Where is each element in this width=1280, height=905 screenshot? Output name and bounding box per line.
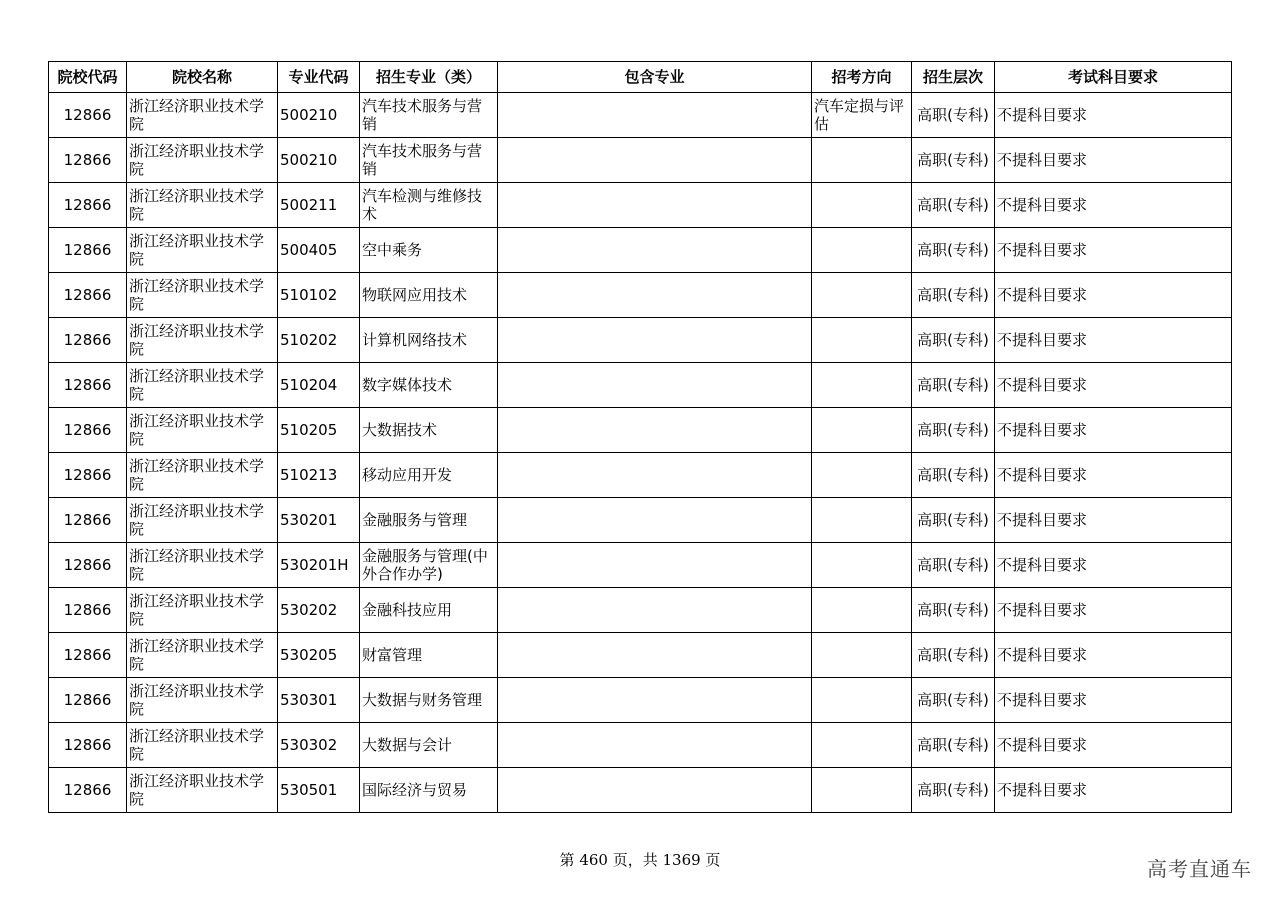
cell-direction [812,768,912,813]
cell-school-name: 浙江经济职业技术学院 [127,588,278,633]
page-number: 第 460 页，共 1369 页 [559,851,721,869]
cell-requirement: 不提科目要求 [995,363,1232,408]
table-row [49,363,1232,408]
table-row [49,543,1232,588]
table-row [49,678,1232,723]
cell-included-majors [498,453,812,498]
cell-level: 高职(专科) [912,228,995,273]
cell-school-name: 浙江经济职业技术学院 [127,453,278,498]
table-row [49,273,1232,318]
table-row [49,453,1232,498]
cell-direction [812,588,912,633]
cell-school-code: 12866 [49,183,127,228]
cell-direction [812,633,912,678]
cell-major: 金融服务与管理(中外合作办学) [360,543,498,588]
cell-requirement: 不提科目要求 [995,228,1232,273]
cell-major-code: 500405 [278,228,360,273]
cell-requirement: 不提科目要求 [995,633,1232,678]
table-row [49,138,1232,183]
table-row [49,768,1232,813]
cell-major-code: 510213 [278,453,360,498]
cell-level: 高职(专科) [912,408,995,453]
cell-major: 大数据与财务管理 [360,678,498,723]
admissions-table [48,61,1232,813]
cell-school-code: 12866 [49,138,127,183]
cell-direction [812,453,912,498]
cell-school-code: 12866 [49,498,127,543]
cell-school-code: 12866 [49,453,127,498]
cell-school-code: 12866 [49,408,127,453]
cell-level: 高职(专科) [912,273,995,318]
cell-requirement: 不提科目要求 [995,768,1232,813]
cell-school-name: 浙江经济职业技术学院 [127,723,278,768]
cell-level: 高职(专科) [912,768,995,813]
cell-included-majors [498,93,812,138]
table-row [49,183,1232,228]
cell-major-code: 530302 [278,723,360,768]
cell-included-majors [498,768,812,813]
cell-direction [812,543,912,588]
cell-level: 高职(专科) [912,183,995,228]
cell-school-name: 浙江经济职业技术学院 [127,768,278,813]
cell-level: 高职(专科) [912,93,995,138]
cell-major-code: 510102 [278,273,360,318]
cell-level: 高职(专科) [912,723,995,768]
cell-direction [812,408,912,453]
cell-major: 汽车技术服务与营销 [360,93,498,138]
cell-direction [812,498,912,543]
cell-included-majors [498,543,812,588]
cell-level: 高职(专科) [912,588,995,633]
header-level: 招生层次 [912,62,995,93]
cell-school-name: 浙江经济职业技术学院 [127,678,278,723]
cell-major-code: 500210 [278,93,360,138]
cell-school-name: 浙江经济职业技术学院 [127,93,278,138]
table-row [49,633,1232,678]
cell-requirement: 不提科目要求 [995,138,1232,183]
cell-requirement: 不提科目要求 [995,453,1232,498]
cell-school-code: 12866 [49,363,127,408]
cell-level: 高职(专科) [912,498,995,543]
table-row [49,228,1232,273]
cell-major: 大数据与会计 [360,723,498,768]
cell-requirement: 不提科目要求 [995,408,1232,453]
cell-major: 国际经济与贸易 [360,768,498,813]
cell-included-majors [498,588,812,633]
cell-major-code: 530201 [278,498,360,543]
cell-school-name: 浙江经济职业技术学院 [127,633,278,678]
header-requirement: 考试科目要求 [995,62,1232,93]
cell-major: 数字媒体技术 [360,363,498,408]
cell-school-code: 12866 [49,318,127,363]
cell-requirement: 不提科目要求 [995,183,1232,228]
table-row [49,408,1232,453]
cell-major-code: 510202 [278,318,360,363]
watermark-text: 高考直通车 [1147,857,1252,881]
cell-level: 高职(专科) [912,678,995,723]
cell-school-name: 浙江经济职业技术学院 [127,408,278,453]
header-school-name: 院校名称 [127,62,278,93]
cell-direction [812,723,912,768]
cell-requirement: 不提科目要求 [995,588,1232,633]
table-header-row [49,62,1232,93]
cell-school-name: 浙江经济职业技术学院 [127,138,278,183]
header-included-majors: 包含专业 [498,62,812,93]
cell-direction [812,363,912,408]
cell-major: 汽车技术服务与营销 [360,138,498,183]
cell-direction [812,183,912,228]
cell-included-majors [498,138,812,183]
cell-requirement: 不提科目要求 [995,678,1232,723]
cell-included-majors [498,183,812,228]
cell-requirement: 不提科目要求 [995,273,1232,318]
cell-requirement: 不提科目要求 [995,543,1232,588]
cell-major-code: 530201H [278,543,360,588]
cell-included-majors [498,678,812,723]
cell-major: 物联网应用技术 [360,273,498,318]
table-row [49,318,1232,363]
cell-major-code: 530501 [278,768,360,813]
cell-major: 空中乘务 [360,228,498,273]
cell-school-code: 12866 [49,93,127,138]
cell-included-majors [498,363,812,408]
table-row [49,723,1232,768]
cell-school-code: 12866 [49,768,127,813]
cell-included-majors [498,723,812,768]
cell-major: 计算机网络技术 [360,318,498,363]
cell-school-name: 浙江经济职业技术学院 [127,363,278,408]
cell-major-code: 510204 [278,363,360,408]
cell-school-name: 浙江经济职业技术学院 [127,183,278,228]
cell-included-majors [498,273,812,318]
cell-level: 高职(专科) [912,543,995,588]
table-row [49,93,1232,138]
cell-school-code: 12866 [49,228,127,273]
cell-major: 金融科技应用 [360,588,498,633]
cell-major-code: 510205 [278,408,360,453]
cell-direction [812,138,912,183]
cell-level: 高职(专科) [912,138,995,183]
cell-school-code: 12866 [49,678,127,723]
table-row [49,588,1232,633]
cell-school-code: 12866 [49,273,127,318]
cell-direction [812,318,912,363]
cell-school-name: 浙江经济职业技术学院 [127,543,278,588]
cell-school-name: 浙江经济职业技术学院 [127,228,278,273]
cell-requirement: 不提科目要求 [995,498,1232,543]
cell-requirement: 不提科目要求 [995,318,1232,363]
cell-major: 财富管理 [360,633,498,678]
cell-direction: 汽车定损与评估 [812,93,912,138]
cell-direction [812,273,912,318]
cell-major-code: 500210 [278,138,360,183]
cell-included-majors [498,633,812,678]
cell-major: 移动应用开发 [360,453,498,498]
cell-level: 高职(专科) [912,363,995,408]
cell-included-majors [498,408,812,453]
cell-school-code: 12866 [49,543,127,588]
cell-major: 大数据技术 [360,408,498,453]
cell-school-name: 浙江经济职业技术学院 [127,498,278,543]
cell-school-name: 浙江经济职业技术学院 [127,318,278,363]
cell-requirement: 不提科目要求 [995,723,1232,768]
cell-direction [812,678,912,723]
cell-level: 高职(专科) [912,318,995,363]
cell-school-code: 12866 [49,588,127,633]
cell-major: 金融服务与管理 [360,498,498,543]
cell-major-code: 530205 [278,633,360,678]
header-school-code: 院校代码 [49,62,127,93]
header-direction: 招考方向 [812,62,912,93]
cell-requirement: 不提科目要求 [995,93,1232,138]
cell-school-name: 浙江经济职业技术学院 [127,273,278,318]
header-major-code: 专业代码 [278,62,360,93]
cell-level: 高职(专科) [912,633,995,678]
cell-included-majors [498,228,812,273]
table-row [49,498,1232,543]
cell-school-code: 12866 [49,633,127,678]
cell-included-majors [498,318,812,363]
cell-major-code: 530301 [278,678,360,723]
cell-school-code: 12866 [49,723,127,768]
header-major: 招生专业（类） [360,62,498,93]
cell-direction [812,228,912,273]
cell-major: 汽车检测与维修技术 [360,183,498,228]
cell-major-code: 530202 [278,588,360,633]
cell-major-code: 500211 [278,183,360,228]
cell-included-majors [498,498,812,543]
cell-level: 高职(专科) [912,453,995,498]
